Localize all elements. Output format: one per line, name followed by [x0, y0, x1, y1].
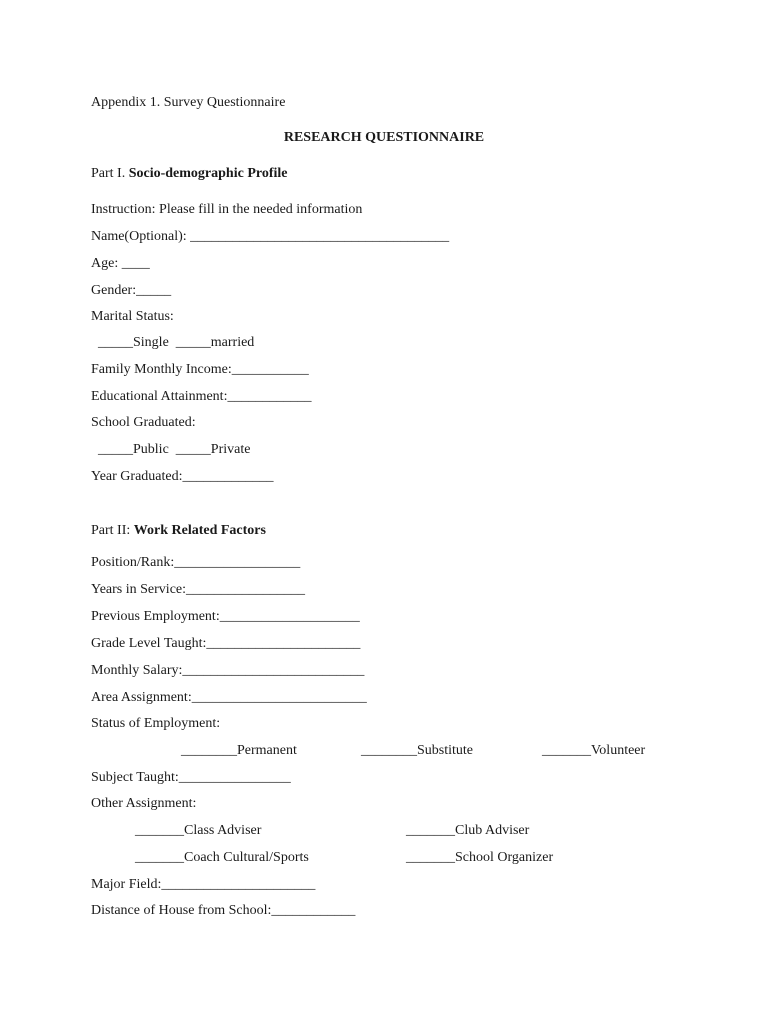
position-field[interactable]: Position/Rank:__________________: [91, 555, 301, 570]
club-adviser-option[interactable]: _______Club Adviser: [406, 823, 530, 838]
school-organizer-option[interactable]: _______School Organizer: [406, 850, 554, 865]
school-graduated-label: School Graduated:: [91, 415, 196, 430]
distance-field[interactable]: Distance of House from School:____________: [91, 903, 356, 918]
part1-heading: [91, 166, 288, 182]
other-assignment-label: Other Assignment:: [91, 796, 197, 811]
monthly-salary-field[interactable]: Monthly Salary:__________________________: [91, 663, 365, 678]
school-type-options[interactable]: _____Public _____Private: [91, 442, 251, 457]
area-assignment-field[interactable]: Area Assignment:_________________________: [91, 690, 367, 705]
class-adviser-option[interactable]: _______Class Adviser: [135, 823, 262, 838]
subject-taught-field[interactable]: Subject Taught:________________: [91, 770, 291, 785]
education-field[interactable]: Educational Attainment:____________: [91, 389, 312, 404]
status-substitute-option[interactable]: ________Substitute: [361, 743, 474, 758]
status-volunteer-option[interactable]: _______Volunteer: [542, 743, 646, 758]
part2-title: Work Related Factors: [133, 523, 266, 538]
major-field[interactable]: Major Field:______________________: [91, 877, 316, 892]
income-field[interactable]: Family Monthly Income:___________: [91, 362, 309, 377]
previous-employment-field[interactable]: Previous Employment:____________________: [91, 609, 360, 624]
part1-prefix: Part I.: [91, 166, 129, 181]
age-field[interactable]: Age: ____: [91, 256, 150, 271]
appendix-label: Appendix 1. Survey Questionnaire: [91, 95, 286, 110]
employment-status-label: Status of Employment:: [91, 716, 221, 731]
instruction-text: Instruction: Please fill in the needed information: [91, 202, 363, 217]
gender-field[interactable]: Gender:_____: [91, 283, 172, 298]
document-title: RESEARCH QUESTIONNAIRE: [283, 130, 485, 145]
marital-status-label: Marital Status:: [91, 309, 174, 324]
status-permanent-option[interactable]: ________Permanent: [181, 743, 297, 758]
part2-heading: [91, 523, 266, 539]
years-service-field[interactable]: Years in Service:_________________: [91, 582, 306, 597]
grade-level-field[interactable]: Grade Level Taught:______________________: [91, 636, 361, 651]
part1-title: Socio-demographic Profile: [128, 166, 288, 181]
name-field[interactable]: Name(Optional): _____________________________________: [91, 229, 450, 244]
coach-option[interactable]: _______Coach Cultural/Sports: [135, 850, 309, 865]
marital-status-options[interactable]: _____Single _____married: [91, 335, 255, 350]
year-graduated-field[interactable]: Year Graduated:_____________: [91, 469, 274, 484]
part2-prefix: Part II:: [91, 523, 134, 538]
